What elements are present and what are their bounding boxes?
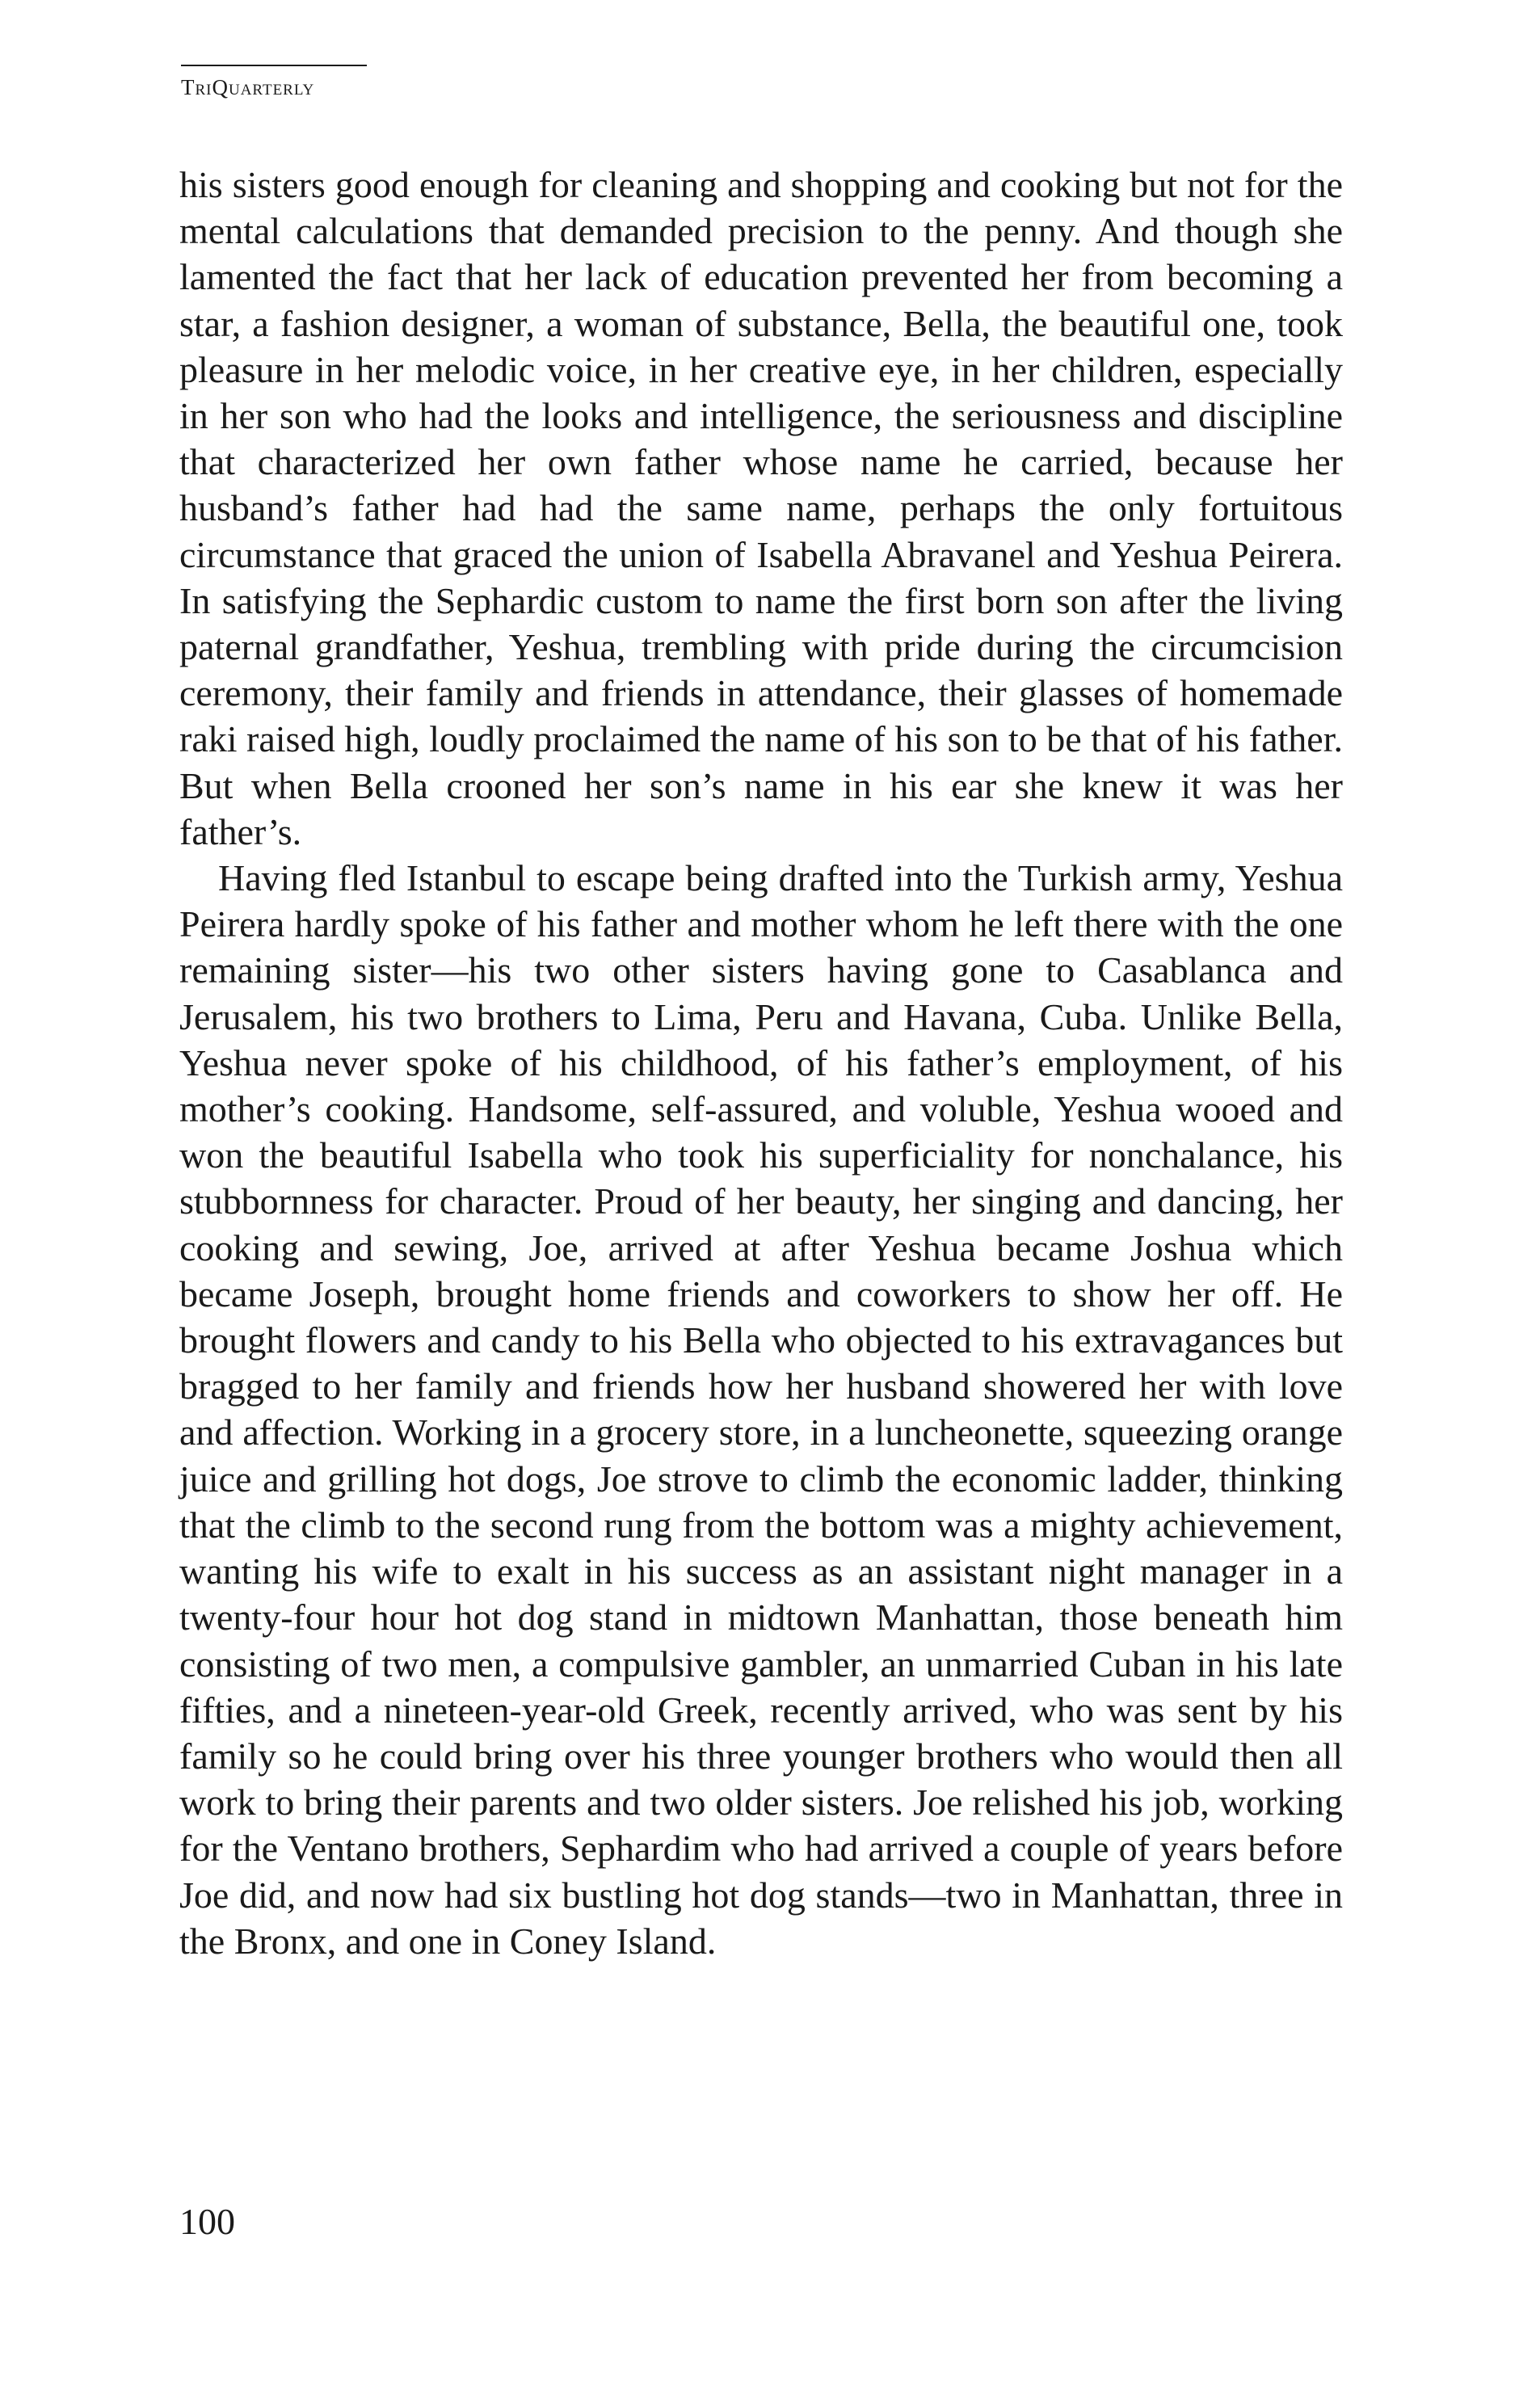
page-number: 100 bbox=[179, 2201, 235, 2242]
paragraph-continued: his sisters good enough for cleaning and shopping and cooking but not for the mental calculations that demanded precision to the penny. And though she lamented the fact that her lack of education prevented her from becoming a star, a fashion designer, a woman of substance, Bella, the beautiful one, took pleasure in her melodic voice, in her creative eye, in her children, especially in her son who had the looks and intelligence, the seriousness and discipline that characterized her own father whose name he carried, because her husband’s father had had the same name, perhaps the only fortuitous circumstance that graced the union of Isabella Abravanel and Yeshua Peirera. In satisfying the Sephardic custom to name the first born son after the living paternal grandfather, Yeshua, trembling with pride during the circumcision ceremony, their family and friends in attendance, their glasses of homemade raki raised high, loudly proclaimed the name of his son to be that of his father. But when Bella crooned her son’s name in his ear she knew it was her father’s. bbox=[179, 164, 1343, 852]
body-text bbox=[179, 162, 1343, 1964]
paragraph-yeshua: Having fled Istanbul to escape being drafted into the Turkish army, Yeshua Peirera hardly spoke of his father and mother whom he left there with the one remaining sister—his two other sisters having gone to Casablanca and Jerusalem, his two brothers to Lima, Peru and Havana, Cuba. Unlike Bella, Yeshua never spoke of his childhood, of his father’s employment, of his mother’s cooking. Handsome, self-assured, and voluble, Yeshua wooed and won the beautiful Isabella who took his superficiality for nonchalance, his stubbornness for character. Proud of her beauty, her singing and dancing, her cooking and sewing, Joe, arrived at after Yeshua became Joshua which became Joseph, brought home friends and coworkers to show her off. He brought flowers and candy to his Bella who objected to his extravagances but bragged to her family and friends how her husband showered her with love and affection. Working in a grocery store, in a luncheonette, squeezing orange juice and grilling hot dogs, Joe strove to climb the economic ladder, thinking that the climb to the second rung from the bottom was a mighty achievement, wanting his wife to exalt in his success as an assistant night manager in a twenty-four hour hot dog stand in midtown Manhattan, those beneath him consisting of two men, a compulsive gambler, an unmarried Cuban in his late fifties, and a nineteen-year-old Greek, recently arrived, who was sent by his family so he could bring over his three younger brothers who would then all work to bring their parents and two older sisters. Joe relished his job, working for the Ventano brothers, Sephardim who had arrived a couple of years before Joe did, and now had six bustling hot dog stands—two in Manhattan, three in the Bronx, and one in Coney Island. bbox=[179, 857, 1343, 1962]
running-head: TriQuarterly bbox=[181, 65, 367, 100]
